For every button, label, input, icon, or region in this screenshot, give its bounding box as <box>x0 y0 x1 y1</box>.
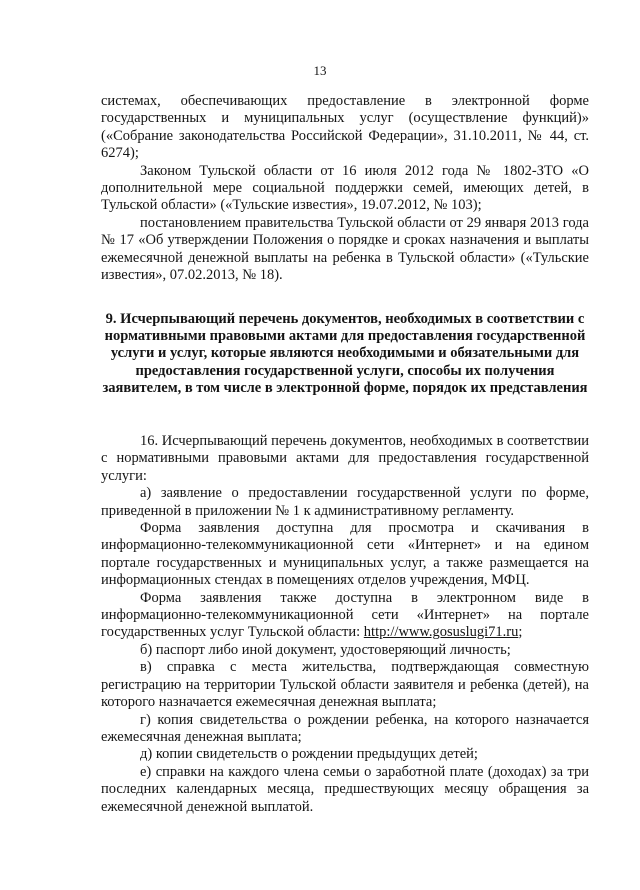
list-item-e: е) справки на каждого члена семьи о заработной плате (доходах) за три последних календарных месяца, предшествующих месяцу обращения за ежемесячной денежной выплатой. <box>101 763 589 815</box>
form-electronic-text: Форма заявления также доступна в электронном виде в информационно-телекоммуникационной сети «Интернет» на портале государственных услуг Тульской области: <box>101 589 589 641</box>
section-heading: 9. Исчерпывающий перечень документов, необходимых в соответствии с нормативными правовыми актами для предоставления государственной услуги и услуг, которые являются необходимыми и обязательными для предоставления государственной услуги, способы их получения заявителем, в том числе в электронной форме, порядок их представления <box>102 311 588 396</box>
form-electronic-end: ; <box>518 624 523 641</box>
legal-basis-government-decree: постановлением правительства Тульской области от 29 января 2013 года № 17 «Об утверждении Положения о порядке и сроках назначения и выплаты ежемесячной денежной выплаты на ребенка в Тульской области» («Тульские известия», 07.02.2013, № 18). <box>101 214 589 284</box>
list-item-d: д) копии свидетельств о рождении предыдущих детей; <box>140 746 478 763</box>
documents-list-block <box>101 433 589 816</box>
gosuslugi-link[interactable]: http://www.gosuslugi71.ru <box>363 624 519 641</box>
legal-basis-continuation: системах, обеспечивающих предоставление в электронной форме государственных и муниципальных услуг (осуществление функций)» («Собрание законодательства Российской Федерации», 31.10.2011, № 44, ст. 6274); <box>101 93 589 162</box>
legal-basis-regional-law: Законом Тульской области от 16 июля 2012 года № 1802-ЗТО «О дополнительной мере социальной поддержки семей, имеющих детей, в Тульской области» («Тульские известия», 19.07.2012, № 103); <box>101 162 589 214</box>
form-electronic-paragraph <box>101 590 589 642</box>
page-number: 13 <box>313 63 327 78</box>
form-availability-paragraph: Форма заявления доступна для просмотра и скачивания в информационно-телекоммуникационной сети «Интернет» и на едином портале государственных и муниципальных услуг, а также размещается на информационных стендах в помещениях отделов учреждения, МФЦ. <box>101 520 589 589</box>
paragraph-16: 16. Исчерпывающий перечень документов, необходимых в соответствии с нормативными правовыми актами для предоставления государственной услуги: <box>101 433 589 484</box>
legal-basis-block <box>101 93 589 284</box>
list-item-v: в) справка с места жительства, подтверждающая совместную регистрацию на территории Тульской области заявителя и ребенка (детей), на которого назначается ежемесячная денежная выплата; <box>101 659 589 711</box>
list-item-b: б) паспорт либо иной документ, удостоверяющий личность; <box>140 641 511 658</box>
list-item-a: а) заявление о предоставлении государственной услуги по форме, приведенной в приложении № 1 к административному регламенту. <box>101 485 589 519</box>
list-item-g: г) копия свидетельства о рождении ребенка, на которого назначается ежемесячная денежная выплата; <box>101 711 589 745</box>
